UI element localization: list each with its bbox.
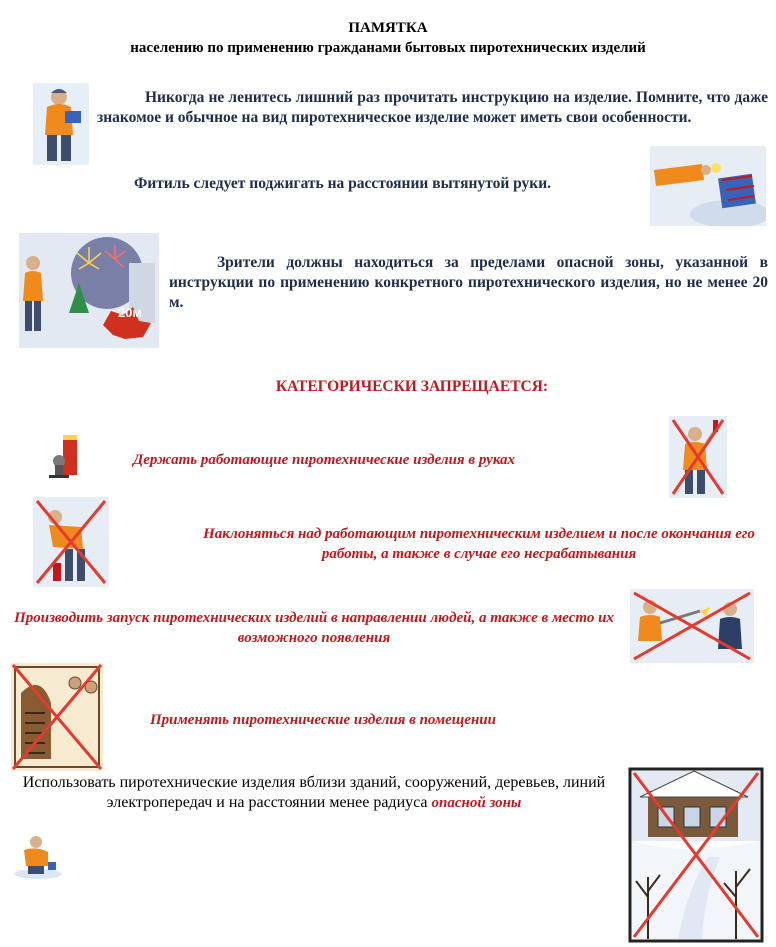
ban-hold-illustration bbox=[669, 416, 727, 498]
tip-fuse-distance: Фитиль следует поджигать на расстоянии вытянутой руки. bbox=[134, 175, 552, 192]
ban-aim-illustration bbox=[630, 589, 754, 663]
ban-hold-in-hands: Держать работающие пиротехнические изделия в руках bbox=[133, 452, 516, 468]
ban-aim-at-people: Производить запуск пиротехнических изделий в направлении людей, а также в место их возможного появления bbox=[14, 610, 614, 646]
prohibited-heading: КАТЕГОРИЧЕСКИ ЗАПРЕЩАЕТСЯ: bbox=[275, 378, 549, 395]
ban-lean-illustration bbox=[33, 497, 109, 587]
fireworks-spectator-illustration bbox=[19, 233, 159, 348]
page-subtitle: населению по применению гражданами бытовых пиротехнических изделий bbox=[130, 40, 646, 56]
ban-near-buildings-text: Использовать пиротехнические изделия вблизи зданий, сооружений, деревьев, линий электропередач и на расстоянии менее радиуса bbox=[22, 774, 606, 811]
page-title: ПАМЯТКА bbox=[348, 20, 428, 36]
ban-buildings-illustration bbox=[628, 767, 764, 943]
ban-indoor-use: Применять пиротехнические изделия в помещении bbox=[150, 712, 496, 728]
ban-indoor-illustration bbox=[11, 663, 103, 771]
firecracker-icon bbox=[45, 431, 85, 481]
lighting-fuse-illustration bbox=[650, 146, 766, 226]
danger-zone-highlight: опасной зоны bbox=[431, 795, 522, 811]
tip-spectator-distance: Зрители должны находиться за пределами опасной зоны, указанной в инструкции по применению конкретного пиротехнического изделия, но не менее 20 м. bbox=[169, 254, 768, 311]
person-reading-illustration bbox=[33, 83, 89, 165]
ban-near-buildings bbox=[20, 773, 608, 813]
person-crouching-illustration bbox=[12, 832, 64, 880]
ban-lean-over: Наклоняться над работающим пиротехническим изделием и после окончания его работы, а также в случае его несрабатывания bbox=[203, 526, 755, 562]
tip-read-instructions: Никогда не ленитесь лишний раз прочитать инструкцию на изделие. Помните, что даже знакомое и обычное на вид пиротехническое изделие может иметь свои особенности. bbox=[97, 89, 768, 126]
distance-badge: 20м bbox=[117, 305, 143, 320]
